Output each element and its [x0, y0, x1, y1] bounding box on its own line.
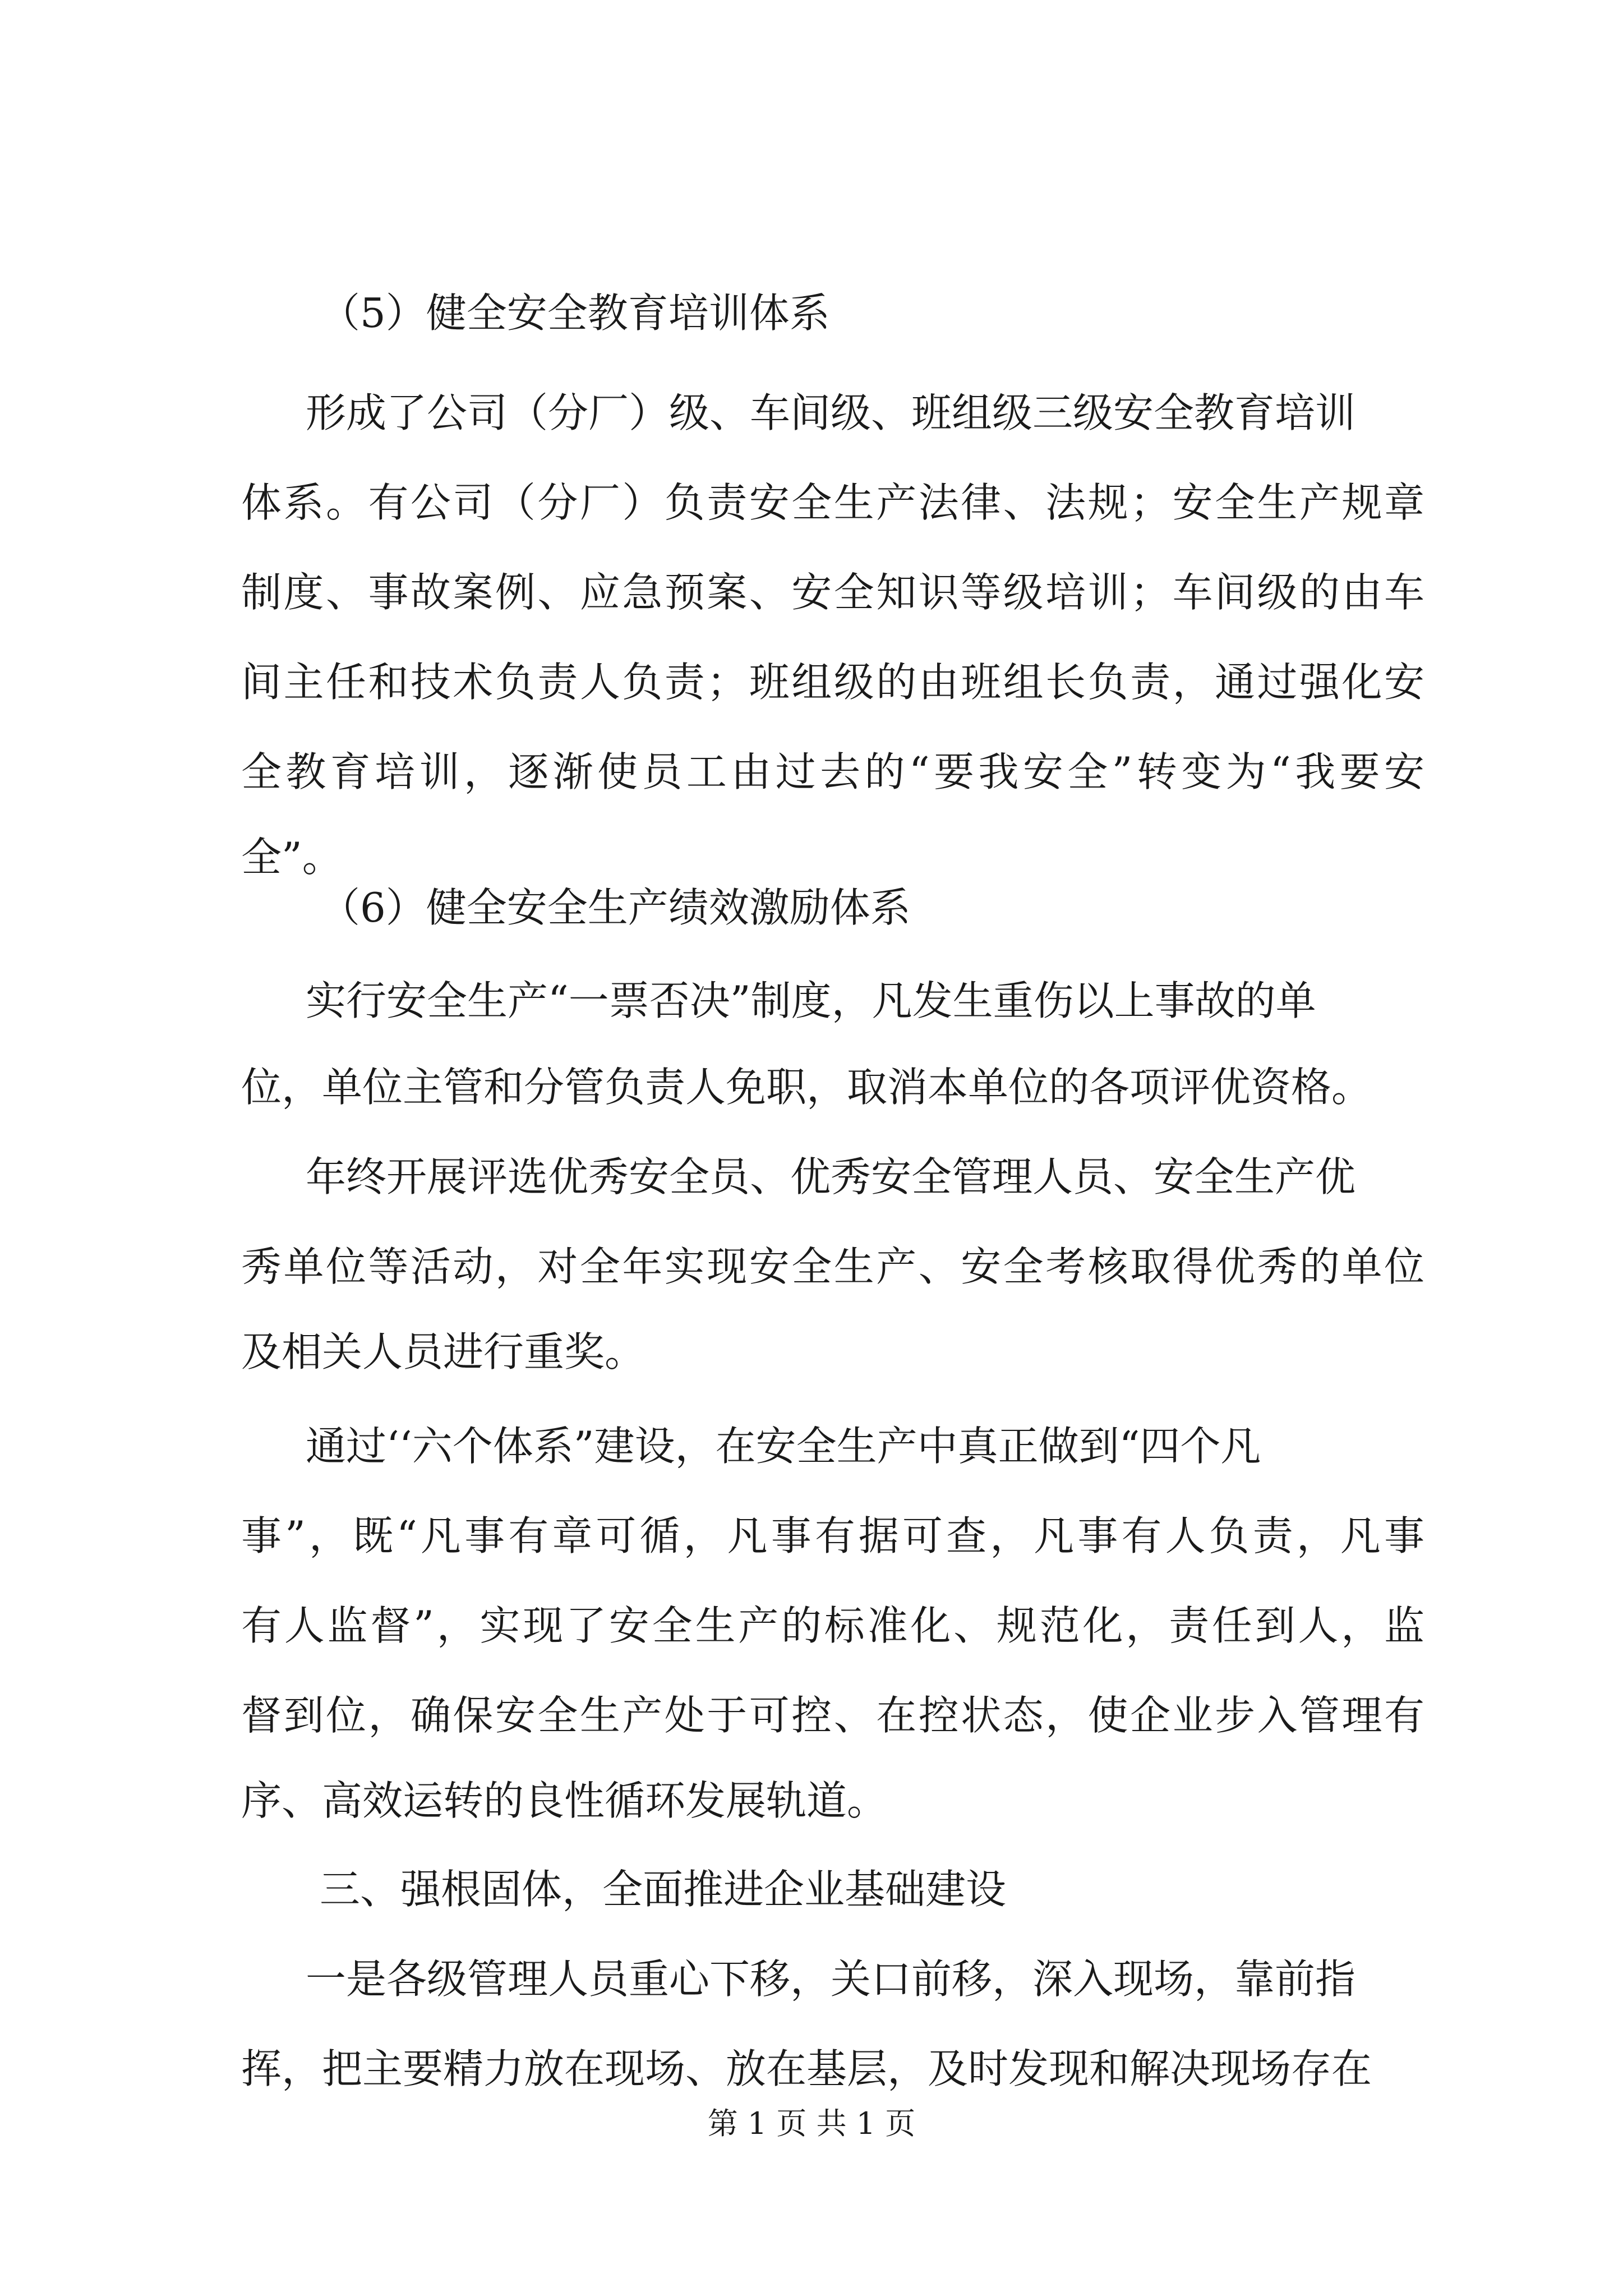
section-heading-6: （6）健全安全生产绩效激励体系: [320, 884, 911, 931]
paragraph-line: 位，单位主管和分管负责人免职，取消本单位的各项评优资格。: [241, 1064, 1372, 1111]
paragraph-line: 挥，把主要精力放在现场、放在基层，及时发现和解决现场存在: [241, 2045, 1372, 2092]
paragraph-line: 序、高效运转的良性循环发展轨道。: [241, 1777, 888, 1824]
paragraph-line: 全”。: [241, 834, 343, 881]
paragraph-line: 有人监督”，实现了安全生产的标准化、规范化，责任到人，监: [241, 1602, 1424, 1649]
section-heading-3: 三、强根固体，全面推进企业基础建设: [320, 1866, 1007, 1913]
paragraph-line: 年终开展评选优秀安全员、优秀安全管理人员、安全生产优: [306, 1153, 1356, 1200]
paragraph-line: 实行安全生产“一票否决”制度，凡发生重伤以上事故的单: [306, 977, 1316, 1024]
section-heading-5: （5）健全安全教育培训体系: [320, 289, 830, 337]
paragraph-line: 事”，既“凡事有章可循，凡事有据可查，凡事有人负责，凡事: [241, 1512, 1424, 1559]
paragraph-line: 制度、事故案例、应急预案、安全知识等级培训；车间级的由车: [241, 569, 1424, 616]
paragraph-line: 督到位，确保安全生产处于可控、在控状态，使企业步入管理有: [241, 1692, 1424, 1739]
paragraph-line: 体系。有公司（分厂）负责安全生产法律、法规；安全生产规章: [241, 479, 1424, 526]
paragraph-line: 及相关人员进行重奖。: [241, 1328, 645, 1375]
paragraph-line: 形成了公司（分厂）级、车间级、班组级三级安全教育培训: [306, 389, 1356, 436]
paragraph-line: 一是各级管理人员重心下移，关口前移，深入现场，靠前指: [306, 1955, 1356, 2003]
paragraph-line: 秀单位等活动，对全年实现安全生产、安全考核取得优秀的单位: [241, 1243, 1424, 1290]
paragraph-line: 间主任和技术负责人负责；班组级的由班组长负责，通过强化安: [241, 659, 1424, 706]
page-footer: 第 1 页 共 1 页: [707, 2106, 916, 2141]
paragraph-line: 通过‘‘六个体系”建设，在安全生产中真正做到“四个凡: [306, 1423, 1261, 1470]
paragraph-line: 全教育培训，逐渐使员工由过去的“要我安全”转变为“我要安: [241, 748, 1424, 795]
